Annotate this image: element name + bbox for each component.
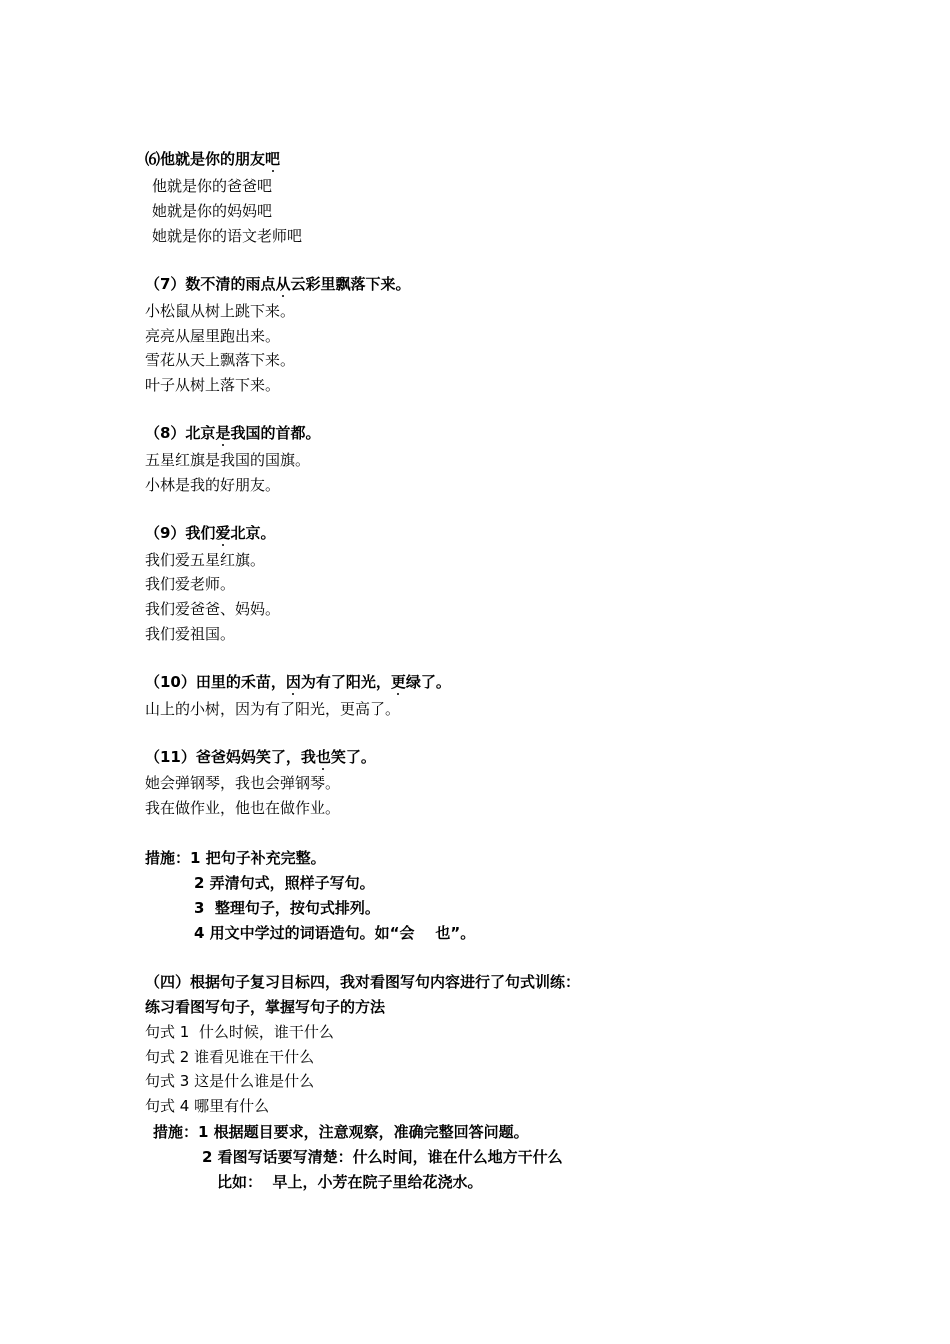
measures-1-item: 措施：1 把句子补充完整。 [145,849,326,867]
section-6-heading: ⑹他就是你的朋友吧 [145,150,281,168]
section-8-line: 五星红旗是我国的国旗。 [145,451,311,469]
sentence-pattern: 句式 2 谁看见谁在干什么 [145,1048,315,1066]
measures-2-item: 2 看图写话要写清楚：什么时间，谁在什么地方干什么 [202,1148,563,1166]
section-8-line: 小林是我的好朋友。 [145,476,281,494]
section-6-line: 她就是你的妈妈吧 [152,202,273,220]
section-9-line: 我们爱爸爸、妈妈。 [145,600,281,618]
section-8-heading: （8）北京是我国的首都。 [145,424,321,442]
section-10-heading: （10）田里的禾苗，因为有了阳光，更绿了。 [145,673,451,691]
sentence-pattern: 句式 3 这是什么谁是什么 [145,1072,315,1090]
section-7-line: 叶子从树上落下来。 [145,376,281,394]
section-11-line: 她会弹钢琴，我也会弹钢琴。 [145,774,341,792]
measures-1-item: 2 弄清句式，照样子写句。 [194,874,375,892]
measures-1-item: 4 用文中学过的词语造句。如“会 也”。 [194,924,476,942]
measures-2-example: 比如： 早上，小芳在院子里给花浇水。 [217,1173,483,1191]
section-7-line: 亮亮从屋里跑出来。 [145,327,281,345]
section-9-line: 我们爱祖国。 [145,625,236,643]
section-9-heading: （9）我们爱北京。 [145,524,276,542]
section-7-heading: （7）数不清的雨点从云彩里飘落下来。 [145,275,411,293]
section-6-line: 她就是你的语文老师吧 [152,227,303,245]
section-4-heading: （四）根据句子复习目标四，我对看图写句内容进行了句式训练： [145,973,581,991]
section-11-line: 我在做作业，他也在做作业。 [145,799,341,817]
section-7-line: 小松鼠从树上跳下来。 [145,302,296,320]
sentence-pattern: 句式 4 哪里有什么 [145,1097,270,1115]
measures-1-item: 3 整理句子，按句式排列。 [194,899,380,917]
section-10-line: 山上的小树，因为有了阳光，更高了。 [145,700,401,718]
section-11-heading: （11）爸爸妈妈笑了，我也笑了。 [145,748,376,766]
section-6-line: 他就是你的爸爸吧 [152,177,273,195]
measures-2-label: 措施： [153,1123,199,1141]
section-9-line: 我们爱老师。 [145,575,236,593]
measures-1-label: 措施： [145,849,191,867]
section-7-line: 雪花从天上飘落下来。 [145,351,296,369]
sentence-pattern: 句式 1 什么时候，谁干什么 [145,1023,334,1041]
section-9-line: 我们爱五星红旗。 [145,551,266,569]
measures-2-item: 措施：1 根据题目要求，注意观察，准确完整回答问题。 [153,1123,529,1141]
section-4-subheading: 练习看图写句子，掌握写句子的方法 [145,998,386,1016]
